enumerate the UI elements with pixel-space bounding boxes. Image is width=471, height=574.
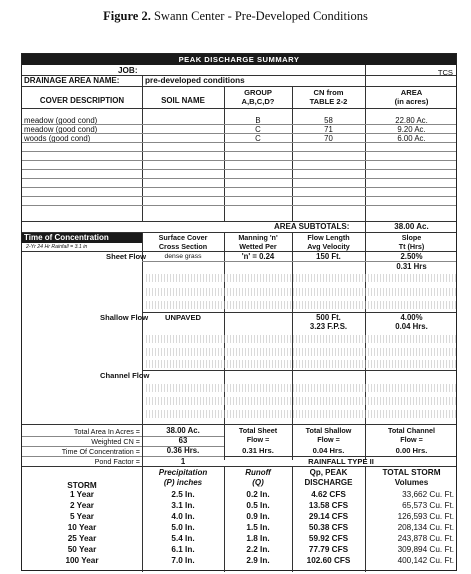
total-shallow-flow-value: 0.04 Hrs.	[312, 446, 345, 455]
cover-row-3-cover: woods (good cond)	[24, 134, 91, 143]
storm-runoff: 0.9 In.	[246, 512, 270, 521]
cover-row-3-area: 6.00 Ac.	[397, 134, 426, 143]
rainfall-note: 2-Yr 24 Hr Rainfall = 3.1 in	[26, 244, 88, 250]
figure-label: Figure 2.	[103, 9, 151, 23]
total-sheet-flow-label: Total Sheet Flow =	[238, 426, 278, 444]
rainfall-type: RAINFALL TYPE II	[308, 457, 374, 466]
cover-description-header: COVER DESCRIPTION	[39, 96, 125, 105]
storm-period: 5 Year	[70, 512, 94, 521]
storm-runoff: 0.5 In.	[246, 501, 270, 510]
storm-volume-header: TOTAL STORM Volumes	[382, 468, 441, 487]
storm-row	[22, 556, 458, 566]
group-header: GROUP A,B,C,D?	[241, 88, 275, 106]
precipitation-header: Precipitation (P) inches	[158, 468, 208, 487]
sheet-flow-label: Sheet Flow	[106, 252, 147, 261]
storm-row	[22, 545, 458, 555]
storm-precip: 5.4 In.	[171, 534, 195, 543]
storm-row	[22, 523, 458, 533]
area-subtotal-label: AREA SUBTOTALS:	[274, 222, 350, 231]
runoff-header: Runoff (Q)	[245, 468, 271, 487]
shallow-flow-label: Shallow Flow	[100, 313, 149, 322]
storm-runoff: 2.9 In.	[246, 556, 270, 565]
time-of-concentration-value: 0.36 Hrs.	[166, 446, 200, 455]
storm-row	[22, 534, 458, 544]
toc-header-manning: Manning 'n' Wetted Per	[238, 233, 278, 251]
area-header: AREA (in acres)	[394, 88, 429, 106]
toc-header-cover: Surface Cover Cross Section	[158, 233, 208, 251]
storm-precip: 2.5 In.	[171, 490, 195, 499]
peak-discharge-header: Qp, PEAK DISCHARGE	[304, 468, 353, 487]
total-area-label: Total Area In Acres =	[73, 427, 140, 436]
weighted-cn-value: 63	[178, 436, 188, 445]
storm-runoff: 0.2 In.	[246, 490, 270, 499]
shallow-flow-cover: UNPAVED	[164, 313, 201, 322]
cover-row-2-area: 9.20 Ac.	[397, 125, 426, 134]
storm-volume: 400,142 Cu. Ft.	[397, 556, 454, 565]
pond-factor-label: Pond Factor =	[94, 457, 140, 466]
storm-peak: 29.14 CFS	[308, 512, 349, 521]
storm-row	[22, 501, 458, 511]
storm-precip: 7.0 In.	[171, 556, 195, 565]
storm-precip: 3.1 In.	[171, 501, 195, 510]
peak-discharge-form	[21, 53, 457, 571]
figure-caption: Swann Center - Pre-Developed Conditions	[153, 9, 368, 23]
storm-period: 10 Year	[67, 523, 97, 532]
storm-header: STORM	[67, 481, 97, 490]
storm-runoff: 2.2 In.	[246, 545, 270, 554]
cover-row-2-cn: 71	[324, 125, 333, 134]
storm-period: 25 Year	[67, 534, 97, 543]
storm-volume: 309,894 Cu. Ft.	[397, 545, 454, 554]
sheet-flow-manning: 'n' = 0.24	[241, 252, 275, 261]
storm-period: 50 Year	[67, 545, 97, 554]
storm-runoff: 1.8 In.	[246, 534, 270, 543]
time-of-concentration-label: Time Of Concentration =	[61, 447, 140, 456]
shallow-flow-slope: 4.00%	[400, 313, 423, 322]
total-area-value: 38.00 Ac.	[166, 426, 200, 435]
cover-row-1-group: B	[255, 116, 261, 125]
storm-volume: 126,593 Cu. Ft.	[397, 512, 454, 521]
sheet-flow-slope: 2.50%	[400, 252, 423, 261]
storm-volume: 208,134 Cu. Ft.	[397, 523, 454, 532]
cover-row-3-cn: 70	[324, 134, 333, 143]
storm-peak: 59.92 CFS	[308, 534, 349, 543]
summary-header: PEAK DISCHARGE SUMMARY	[22, 54, 456, 65]
total-sheet-flow-value: 0.31 Hrs.	[242, 446, 274, 455]
job-label: JOB:	[118, 66, 138, 75]
storm-period: 2 Year	[70, 501, 94, 510]
cover-row-2-cover: meadow (good cond)	[24, 125, 98, 134]
drainage-area-label: DRAINAGE AREA NAME:	[24, 76, 120, 85]
storm-row	[22, 512, 458, 522]
toc-header-slope: Slope Tt (Hrs)	[398, 233, 425, 251]
sheet-flow-tt: 0.31 Hrs	[396, 262, 427, 271]
sheet-flow-cover: dense grass	[164, 253, 202, 260]
cn-header: CN from TABLE 2-2	[309, 88, 348, 106]
storm-volume: 33,662 Cu. Ft.	[402, 490, 454, 499]
cover-row-1-cn: 58	[324, 116, 333, 125]
toc-header-flow-length: Flow Length Avg Velocity	[307, 233, 350, 251]
storm-precip: 5.0 In.	[171, 523, 195, 532]
total-channel-flow-value: 0.00 Hrs.	[395, 446, 428, 455]
storm-period: 100 Year	[65, 556, 99, 565]
shallow-flow-velocity: 3.23 F.P.S.	[309, 322, 348, 331]
storm-precip: 4.0 In.	[171, 512, 195, 521]
storm-period: 1 Year	[70, 490, 94, 499]
storm-peak: 50.38 CFS	[308, 523, 349, 532]
cover-row-3-group: C	[255, 134, 261, 143]
total-shallow-flow-label: Total Shallow Flow =	[305, 426, 352, 444]
storm-volume: 243,878 Cu. Ft.	[397, 534, 454, 543]
sheet-flow-length: 150 Ft.	[316, 252, 341, 261]
channel-flow-label: Channel Flow	[100, 371, 150, 380]
cover-row-1-area: 22.80 Ac.	[395, 116, 428, 125]
storm-runoff: 1.5 In.	[246, 523, 270, 532]
soil-name-header: SOIL NAME	[161, 96, 205, 105]
storm-peak: 77.79 CFS	[308, 545, 349, 554]
initials: TCS	[437, 68, 453, 77]
storm-peak: 4.62 CFS	[311, 490, 346, 499]
cover-row-1-cover: meadow (good cond)	[24, 116, 98, 125]
pond-factor-value: 1	[180, 457, 186, 466]
shallow-flow-length: 500 Ft.	[316, 313, 341, 322]
cover-row-2-group: C	[255, 125, 261, 134]
total-channel-flow-label: Total Channel Flow =	[388, 426, 435, 444]
toc-title: Time of Concentration	[24, 233, 109, 242]
storm-volume: 65,573 Cu. Ft.	[402, 501, 454, 510]
storm-peak: 13.58 CFS	[308, 501, 349, 510]
figure-title	[0, 9, 471, 24]
storm-row	[22, 490, 458, 500]
storm-peak: 102.60 CFS	[306, 556, 351, 565]
weighted-cn-label: Weighted CN =	[91, 437, 140, 446]
drainage-area-value: pre-developed conditions	[145, 76, 245, 85]
area-subtotal-value: 38.00 Ac.	[394, 222, 429, 231]
storm-precip: 6.1 In.	[171, 545, 195, 554]
shallow-flow-tt: 0.04 Hrs.	[395, 322, 428, 331]
